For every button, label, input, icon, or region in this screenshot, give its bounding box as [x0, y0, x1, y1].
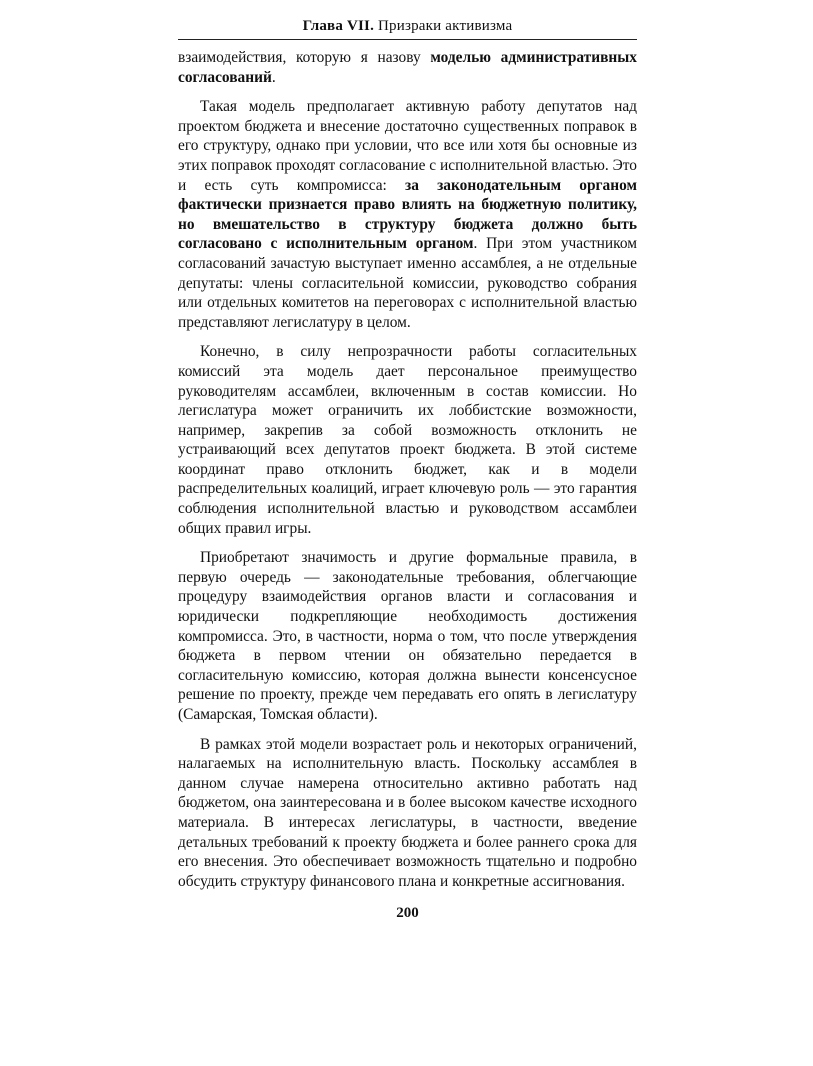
paragraph [178, 97, 637, 332]
bold-run: за законодательным органом фактически признается право влиять на бюджетную политику, но вмешательство в структуру бюджета должно быть согласовано с исполнительным органом [178, 176, 637, 253]
text-run: . [271, 68, 276, 86]
text-run: Приобретают значимость и другие формальные правила, в первую очередь — законодательные требования, облегчающие процедуру взаимодействия органов власти и согласования и юридически подкрепляющие необходимость достижения компромисса. Это, в частности, норма о том, что после утверждения бюджета в первом чтении он обязательно передается в согласительную комиссию, которая должна вынести консенсусное решение по проекту, прежде чем передавать его опять в легислатуру (Самарская, Томская области). [178, 549, 637, 723]
body-text [178, 48, 637, 891]
text-run: Такая модель предполагает активную работу депутатов над проектом бюджета и внесение достаточно существенных поправок в его структуру, однако при условии, что все или хотя бы основные из этих поправок проходят согласование с исполнительной властью. Это и есть суть компромисса: [178, 98, 637, 194]
header-rule [178, 39, 637, 40]
text-run: Конечно, в силу непрозрачности работы согласительных комиссий эта модель дает персональное преимущество руководителям ассамблеи, включенным в состав комиссии. Но легислатура может ограничить их лоббистские возможности, например, закрепив за собой возможность отклонить не устраивающий всех депутатов проект бюджета. В этой системе координат право отклонить бюджет, как и в модели распределительных коалиций, играет ключевую роль — это гарантия соблюдения исполнительной властью и руководством ассамблеи общих правил игры. [178, 343, 637, 537]
paragraph [178, 342, 637, 538]
page-number: 200 [396, 905, 419, 922]
text-run: . При этом участником согласований зачастую выступает именно ассамблея, а не отдельные депутаты: члены согласительной комиссии, руководство собрания или отдельных комитетов на переговорах с исполнительной властью представляют легислатуру в целом. [178, 235, 637, 331]
paragraph [178, 548, 637, 724]
chapter-number: Глава VII. [302, 18, 375, 34]
paragraph [178, 48, 637, 87]
text-run: взаимодействия, которую я назову [178, 49, 431, 66]
bold-run: моделью административных согласований [178, 49, 637, 86]
text-run: В рамках этой модели возрастает роль и некоторых ограничений, налагаемых на исполнительную власть. Поскольку ассамблея в данном случае намерена относительно активно работать над бюджетом, она заинтересована и в более высоком качестве исходного материала. В интересах легислатуры, в частности, введение детальных требований к проекту бюджета и более раннего срока для его внесения. Это обеспечивает возможность тщательно и подробно обсудить структуру финансового плана и конкретные ассигнования. [178, 735, 637, 890]
chapter-title: Призраки активизма [378, 18, 513, 34]
book-page [178, 16, 637, 922]
running-head [178, 16, 637, 39]
paragraph [178, 735, 637, 892]
